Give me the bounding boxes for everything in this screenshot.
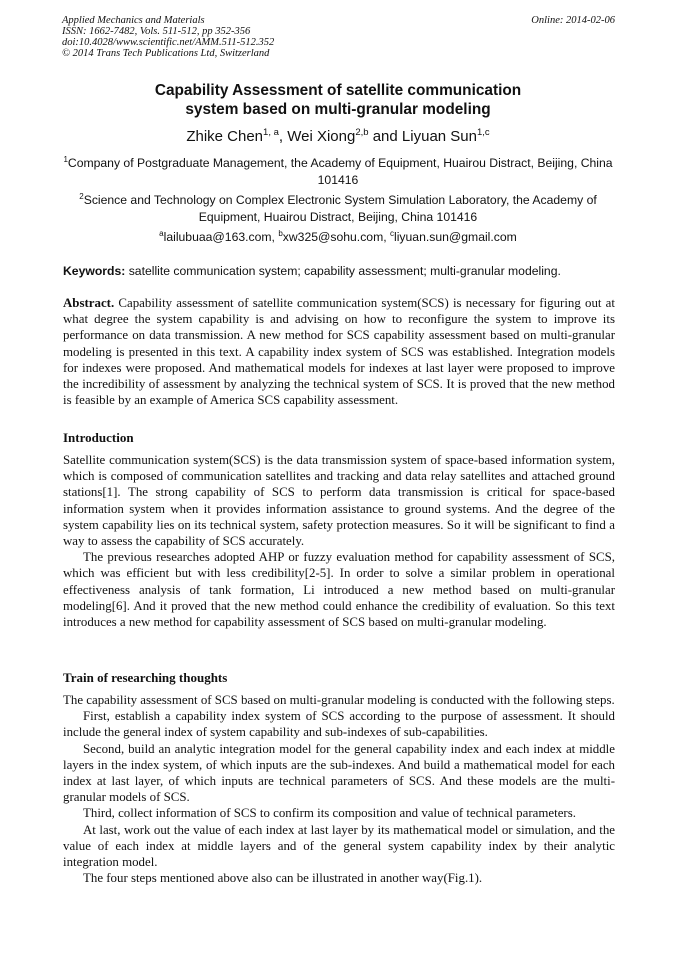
paragraph: The four steps mentioned above also can be illustrated in another way(Fig.1). [83, 871, 483, 886]
copyright-line: © 2014 Trans Tech Publications Ltd, Switzerland [62, 48, 270, 59]
author-name: Liyuan Sun [401, 128, 477, 145]
affiliation-1 [62, 155, 614, 188]
affiliation-text: Company of Postgraduate Management, the Academy of Equipment, Huairou Distract, Beijing, China 101416 [67, 156, 613, 187]
online-date: Online: 2014-02-06 [531, 15, 615, 26]
title-line-1: Capability Assessment of satellite communication [154, 82, 522, 99]
author-sup: 2,b [355, 127, 369, 138]
keywords-label: Keywords: [63, 264, 126, 278]
keywords-text: satellite communication system; capability assessment; multi-granular modeling. [128, 264, 561, 278]
email-sup: a [159, 229, 164, 238]
author-name: Zhike Chen [186, 128, 264, 145]
author-list [60, 128, 616, 145]
author-name: Wei Xiong [287, 128, 356, 145]
paragraph: Satellite communication system(SCS) is the data transmission system of space-based information system, which is composed of communication satellites and tracking and data relay satellites and attached ground stations[1]. The strong capability of SCS to perform data transmission is critical for space-based information system when it provides information assistance to ground systems. And the degree of the system capability lies on its technical system, safety protection measures. So it will be significant to find a way to assess the capability of SCS accurately. [63, 453, 615, 549]
journal-name: Applied Mechanics and Materials [62, 15, 205, 26]
paragraph: The previous researches adopted AHP or fuzzy evaluation method for capability assessment of SCS, which was efficient but with less credibility[2-5]. In order to solve a similar problem in operational effectiveness analysis of tank formation, Li introduced a new method based on multi-granular modeling[6]. And it proved that the new method could enhance the credibility of evaluation. So this text introduces a new method for capability assessment of SCS based on multi-granular modeling. [63, 550, 615, 630]
paragraph: At last, work out the value of each index at last layer by its mathematical model or simulation, and the value of each index at middle layers and of the general system capability index by their analytic integration model. [63, 822, 615, 870]
paragraph: Third, collect information of SCS to confirm its composition and value of technical parameters. [83, 806, 576, 821]
affiliation-text: Science and Technology on Complex Electronic System Simulation Laboratory, the Academy of Equipment, Huairou Distract, Beijing, China 101416 [83, 193, 597, 224]
author-sep: , [278, 128, 288, 145]
author-sup: 1,c [476, 127, 490, 138]
email-list [62, 230, 614, 244]
email-sep: , [271, 230, 279, 244]
paragraph: The capability assessment of SCS based on multi-granular modeling is conducted with the following steps. [63, 693, 615, 707]
introduction-body [63, 452, 615, 630]
keywords [63, 264, 615, 278]
issn-line: ISSN: 1662-7482, Vols. 511-512, pp 352-356 [62, 26, 251, 37]
title-line-2: system based on multi-granular modeling [185, 101, 491, 118]
author-sep: and [368, 128, 402, 145]
paragraph: First, establish a capability index system of SCS according to the purpose of assessment. It should include the general index of system capability and sub-indexes of sub-capabilities. [63, 709, 615, 740]
train-body [63, 692, 615, 886]
email-sep: , [383, 230, 391, 244]
email-link[interactable]: xw325@sohu.com [282, 230, 384, 244]
email-link[interactable]: lailubuaa@163.com [163, 230, 272, 244]
paper-title [60, 81, 616, 119]
section-heading-introduction: Introduction [63, 430, 134, 445]
author-sup: 1, a [263, 127, 279, 138]
affiliation-2 [62, 192, 614, 225]
section-heading-train: Train of researching thoughts [63, 670, 228, 685]
abstract [63, 295, 615, 408]
email-sup: b [278, 229, 283, 238]
abstract-text: Capability assessment of satellite communication system(SCS) is necessary for figuring out at what degree the system capability is and advising on how to reconfigure the system to improve its performance on data transmission. A new method for SCS capability assessment based on multi-granular modeling is presented in this text. A capability index system of SCS was established. Integration models for indexes were proposed. And mathematical models for indexes at last layer were proposed to improve the incredibility of assessment by analyzing the technical system of SCS. It is proved that the new method is feasible by an example of America SCS capability assessment. [63, 296, 615, 408]
doi-line[interactable]: doi:10.4028/www.scientific.net/AMM.511-512.352 [62, 37, 275, 48]
email-sup: c [390, 229, 395, 238]
affiliation-sup: 2 [79, 192, 84, 201]
abstract-label: Abstract. [63, 296, 115, 310]
paragraph: Second, build an analytic integration model for the general capability index and each index at middle layers in the index system, of which inputs are the sub-indexes. And build a mathematical model for each index at last layer, of which inputs are technical parameters of SCS. And these models are the multi-granular models of SCS. [63, 741, 615, 805]
email-link[interactable]: liyuan.sun@gmail.com [394, 230, 517, 244]
affiliation-sup: 1 [63, 155, 68, 164]
journal-header [62, 15, 274, 59]
